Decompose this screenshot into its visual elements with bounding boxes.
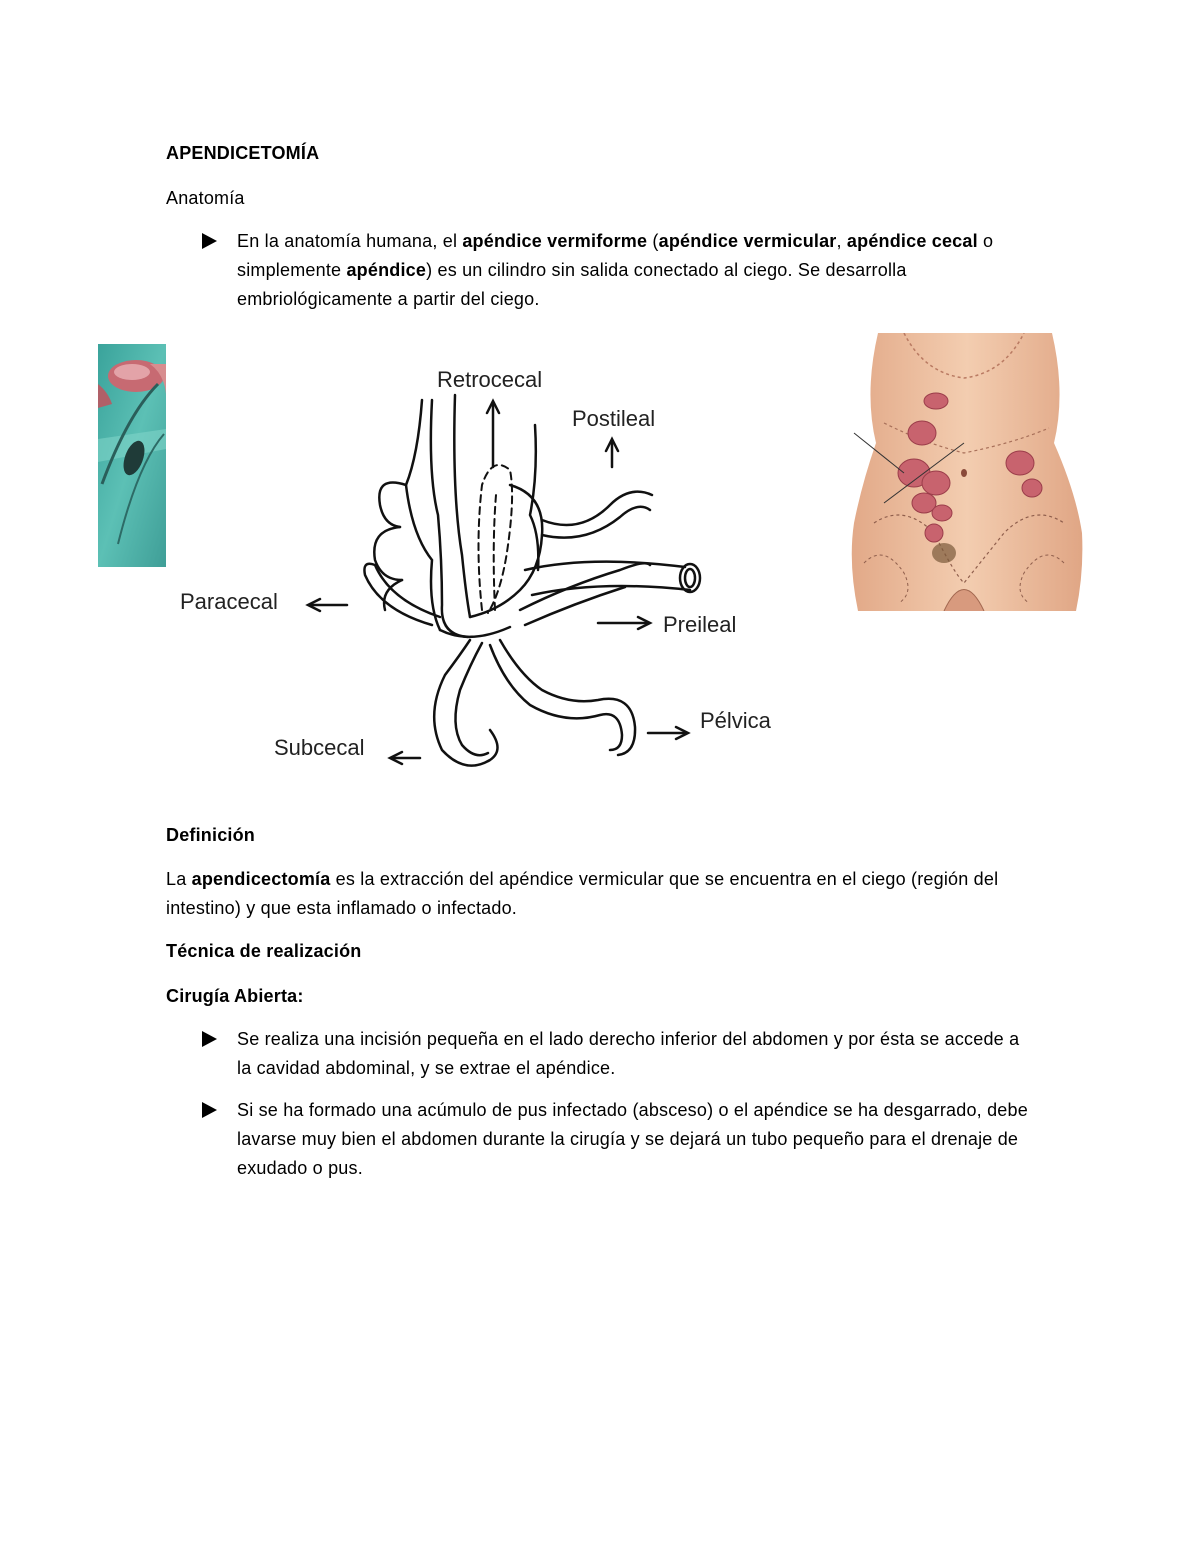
definition-paragraph xyxy=(166,865,1036,923)
term-apendicectomia: apendicectomía xyxy=(191,869,331,889)
label-subcecal: Subcecal xyxy=(274,735,365,760)
technique-heading: Técnica de realización xyxy=(166,941,362,961)
open-surgery-heading: Cirugía Abierta: xyxy=(166,986,304,1006)
abdomen-illustration xyxy=(844,333,1084,611)
definition-heading: Definición xyxy=(166,825,256,845)
text-run: En la anatomía humana, el xyxy=(237,231,463,251)
anatomy-heading: Anatomía xyxy=(166,188,245,208)
label-paracecal: Paracecal xyxy=(180,589,278,614)
anatomy-paragraph xyxy=(237,227,1037,314)
text-run: ( xyxy=(647,231,659,251)
appendix-positions-diagram xyxy=(170,355,790,795)
technique-bullet-1: Se realiza una incisión pequeña en el lado derecho inferior del abdomen y por ésta se accede a la cavidad abdominal, y se extrae el apéndice. xyxy=(237,1029,1020,1078)
text-run: La xyxy=(166,869,192,889)
surgical-photo xyxy=(98,344,166,567)
bullet-arrow-icon xyxy=(202,1102,217,1118)
label-preileal: Preileal xyxy=(663,612,737,637)
text-run: es la extracción del apéndice vermicular que se encuentra en el ciego (región del intestino) y que esta inflamado o infectado. xyxy=(166,869,999,918)
term-apendice-vermicular: apéndice vermicular xyxy=(658,231,837,251)
bullet-arrow-icon xyxy=(202,233,217,249)
term-apendice-vermiforme: apéndice vermiforme xyxy=(462,231,648,251)
technique-bullet-2: Si se ha formado una acúmulo de pus infectado (absceso) o el apéndice se ha desgarrado, debe lavarse muy bien el abdomen durante la cirugía y se dejará un tubo pequeño para el drenaje de exudado o pus. xyxy=(237,1100,1028,1178)
bullet-arrow-icon xyxy=(202,1031,217,1047)
term-apendice: apéndice xyxy=(346,260,427,280)
term-apendice-cecal: apéndice cecal xyxy=(846,231,978,251)
label-pelvica: Pélvica xyxy=(700,708,771,733)
text-run: , xyxy=(836,231,847,251)
document-title: APENDICETOMÍA xyxy=(166,143,320,163)
text-run: o simplemente xyxy=(237,231,994,280)
label-postileal: Postileal xyxy=(572,406,656,431)
label-retrocecal: Retrocecal xyxy=(437,367,543,392)
text-run: ) es un cilindro sin salida conectado al ciego. Se desarrolla embriológicamente a partir del ciego. xyxy=(237,260,907,309)
